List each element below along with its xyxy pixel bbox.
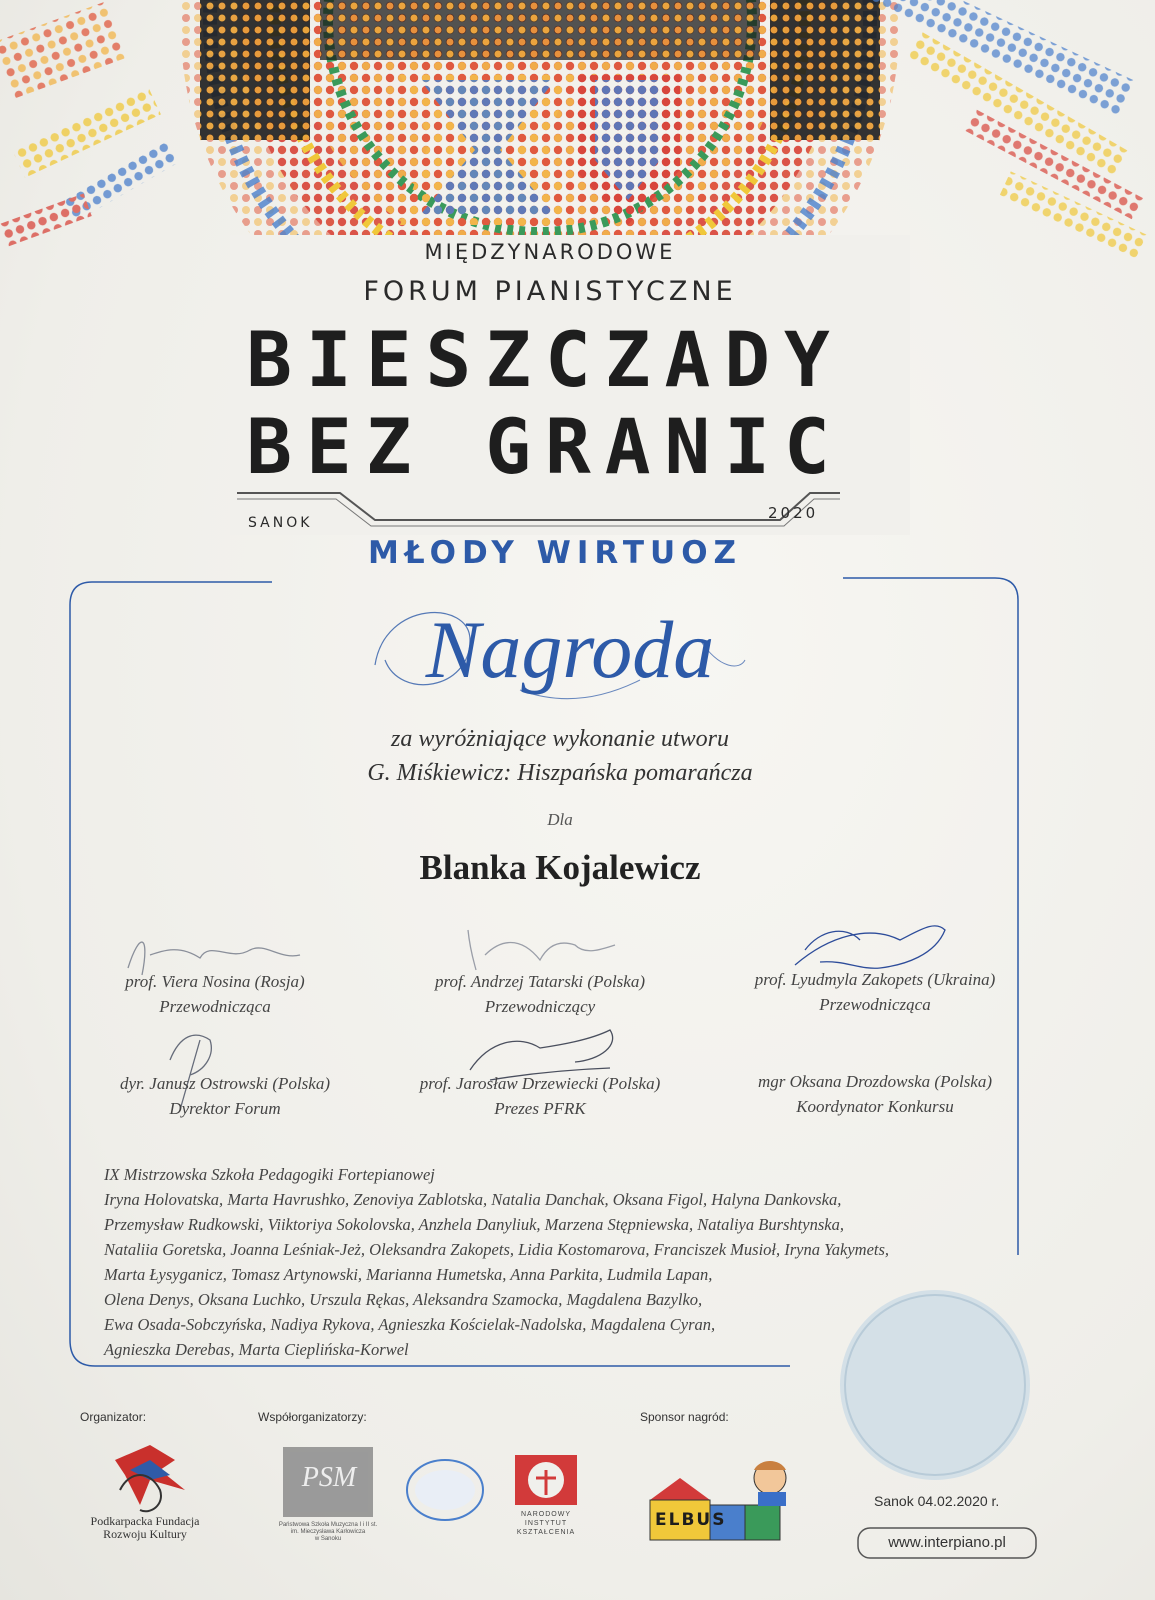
psm-caption-line: w Sanoku bbox=[314, 1536, 342, 1542]
signatory-role: Przewodniczący bbox=[484, 997, 596, 1016]
recipient-name: Blanka Kojalewicz bbox=[419, 848, 701, 887]
signatory-role: Dyrektor Forum bbox=[169, 1099, 281, 1118]
year-label: 2020 bbox=[768, 504, 819, 522]
teacher-line: Olena Denys, Oksana Luchko, Urszula Rękas, Aleksandra Szamocka, Magdalena Bazylko, bbox=[104, 1290, 703, 1309]
signatory-4 bbox=[80, 1074, 370, 1119]
award-title: Nagroda bbox=[425, 604, 715, 695]
signatory-6 bbox=[725, 1072, 1025, 1117]
teacher-line: Ewa Osada-Sobczyńska, Nadiya Rykova, Agnieszka Kościelak-Nadolska, Magdalena Cyran, bbox=[104, 1315, 716, 1334]
signatory-role: Prezes PFRK bbox=[494, 1099, 586, 1118]
teacher-line: Iryna Holovatska, Marta Havrushko, Zenoviya Zablotska, Natalia Danchak, Oksana Figol, Halyna Dankovska, bbox=[104, 1190, 842, 1209]
sponsor-label: Sponsor nagród: bbox=[640, 1410, 729, 1424]
teacher-line: Nataliia Goretska, Joanna Leśniak-Jeż, Oleksandra Zakopets, Lidia Kostomarova, Franciszek Musioł, Iryna Yakymets, bbox=[104, 1240, 890, 1259]
signatory-role: Koordynator Konkursu bbox=[796, 1097, 954, 1116]
signatory-5 bbox=[390, 1074, 690, 1119]
nik-line: NARODOWY bbox=[521, 1511, 571, 1518]
psm-logo-text: PSM bbox=[301, 1462, 357, 1493]
nik-line: INSTYTUT bbox=[524, 1520, 568, 1527]
pfrk-name-line: Podkarpacka Fundacja bbox=[90, 1514, 200, 1528]
signatory-name: prof. Viera Nosina (Rosja) bbox=[125, 972, 305, 991]
nik-logo-text bbox=[505, 1510, 587, 1537]
elbus-logo-text: ELBUS bbox=[655, 1510, 727, 1530]
signatory-name: prof. Lyudmyla Zakopets (Ukraina) bbox=[754, 970, 996, 989]
right-corner-ornament bbox=[865, 0, 1147, 258]
school-title: IX Mistrzowska Szkoła Pedagogiki Fortepianowej bbox=[104, 1165, 435, 1184]
award-piece: G. Miśkiewicz: Hiszpańska pomarańcza bbox=[367, 760, 753, 786]
issue-date: Sanok 04.02.2020 r. bbox=[874, 1493, 1000, 1509]
organizer-label: Organizator: bbox=[80, 1410, 147, 1424]
teacher-line: Przemysław Rudkowski, Viiktoriya Sokolovska, Anzhela Danyliuk, Marzena Stępniewska, Nataliya Burshtynska, bbox=[104, 1215, 844, 1234]
title-line-2: BEZ GRANIC bbox=[246, 402, 844, 491]
nik-line: KSZTAŁCENIA bbox=[516, 1529, 576, 1536]
psm-caption-line: im. Mieczysława Karłowicza bbox=[290, 1529, 366, 1535]
category-title: MŁODY WIRTUOZ bbox=[367, 535, 743, 571]
xv-numeral bbox=[400, 75, 680, 225]
header-line-1: MIĘDZYNARODOWE bbox=[424, 240, 676, 264]
header-line-2: FORUM PIANISTYCZNE bbox=[363, 276, 737, 307]
signatory-name: prof. Jarosław Drzewiecki (Polska) bbox=[419, 1074, 661, 1093]
signatory-3 bbox=[725, 970, 1025, 1015]
psm-caption-line: Państwowa Szkoła Muzyczna I i II st. bbox=[278, 1522, 378, 1528]
city-label: SANOK bbox=[248, 515, 313, 531]
signatory-name: dyr. Janusz Ostrowski (Polska) bbox=[120, 1074, 330, 1093]
award-reason: za wyróżniające wykonanie utworu bbox=[391, 726, 729, 752]
website-link[interactable]: www.interpiano.pl bbox=[888, 1534, 1006, 1551]
teacher-line: Agnieszka Derebas, Marta Cieplińska-Korwel bbox=[104, 1340, 409, 1359]
signatory-2 bbox=[395, 972, 685, 1017]
for-label: Dla bbox=[547, 810, 573, 829]
signatory-name: mgr Oksana Drozdowska (Polska) bbox=[757, 1072, 993, 1091]
coorganizers-label: Współorganizatorzy: bbox=[258, 1410, 367, 1424]
title-line-1: BIESZCZADY bbox=[246, 315, 844, 404]
signatory-1 bbox=[80, 972, 350, 1017]
signatory-role: Przewodnicząca bbox=[159, 997, 271, 1016]
pfrk-logo-text bbox=[70, 1515, 220, 1541]
teacher-line: Marta Łysyganicz, Tomasz Artynowski, Marianna Humetska, Anna Parkita, Ludmila Lapan, bbox=[104, 1265, 713, 1284]
signatory-name: prof. Andrzej Tatarski (Polska) bbox=[435, 972, 645, 991]
pfrk-name-line: Rozwoju Kultury bbox=[103, 1527, 187, 1541]
signatory-role: Przewodnicząca bbox=[819, 995, 931, 1014]
left-corner-ornament bbox=[0, 1, 179, 247]
school-section bbox=[104, 1162, 1004, 1362]
psm-caption bbox=[248, 1522, 408, 1543]
